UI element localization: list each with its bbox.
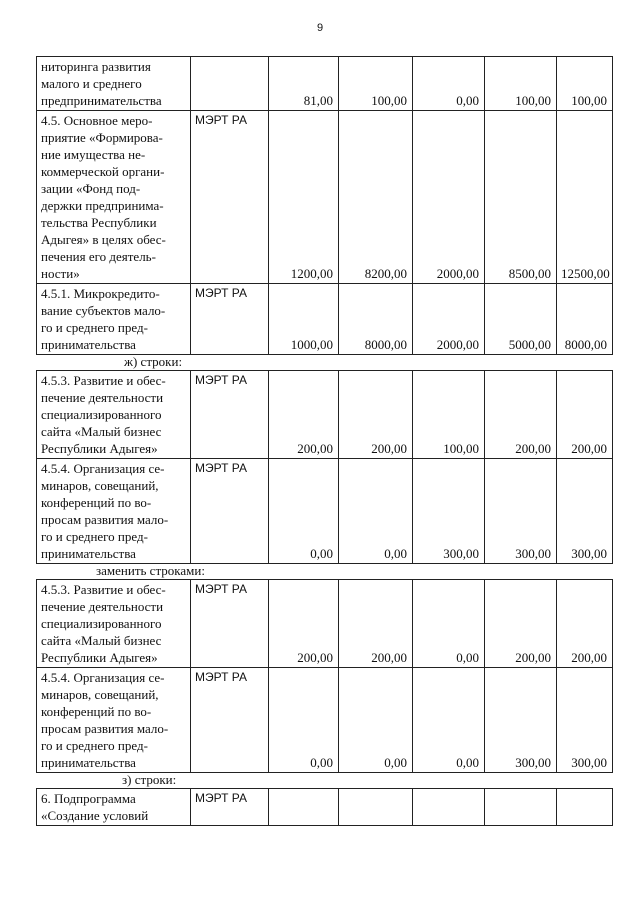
row-name-line: держки предпринима-	[41, 198, 164, 213]
value-cell	[485, 789, 557, 826]
value-cell: 100,00	[413, 371, 485, 459]
value-cell: 200,00	[339, 580, 413, 668]
value-cell: 200,00	[339, 371, 413, 459]
value-cell: 200,00	[269, 580, 339, 668]
executor-cell: МЭРТ РА	[191, 668, 269, 773]
value-cell: 0,00	[269, 668, 339, 773]
table-budget-top	[36, 56, 612, 355]
row-name-line: Республики Адыгея»	[41, 650, 158, 665]
table-old-rows	[36, 370, 612, 564]
table-subprogram	[36, 788, 612, 826]
value-cell: 300,00	[485, 459, 557, 564]
value-cell	[413, 789, 485, 826]
row-name-line: печения его деятель-	[41, 249, 156, 264]
row-name-cell	[37, 668, 191, 773]
row-name-cell	[37, 459, 191, 564]
row-name-line: 4.5. Основное меро-	[41, 113, 153, 128]
executor-cell: МЭРТ РА	[191, 371, 269, 459]
row-name-line: го и среднего пред-	[41, 529, 148, 544]
row-name-cell	[37, 111, 191, 284]
row-name-line: 4.5.3. Развитие и обес-	[41, 582, 166, 597]
value-cell: 0,00	[413, 57, 485, 111]
executor-cell: МЭРТ РА	[191, 459, 269, 564]
row-name-line: конференций по во-	[41, 704, 152, 719]
caption-text: ж) строки:	[124, 354, 183, 369]
row-name-cell	[37, 371, 191, 459]
row-name-line: 4.5.3. Развитие и обес-	[41, 373, 166, 388]
value-cell: 8200,00	[339, 111, 413, 284]
row-name-line: сайта «Малый бизнес	[41, 424, 162, 439]
table-row	[37, 57, 613, 111]
value-cell: 8500,00	[485, 111, 557, 284]
value-cell: 300,00	[557, 668, 613, 773]
caption-rows-zh	[36, 354, 612, 369]
row-name-line: ности»	[41, 266, 80, 281]
row-name-line: 4.5.4. Организация се-	[41, 461, 165, 476]
row-name-line: просам развития мало-	[41, 512, 169, 527]
row-name-line: малого и среднего	[41, 76, 142, 91]
row-name-line: зации «Фонд под-	[41, 181, 141, 196]
row-name-line: «Создание условий	[41, 808, 149, 823]
table-row	[37, 111, 613, 284]
row-name-line: предпринимательства	[41, 93, 162, 108]
row-name-line: сайта «Малый бизнес	[41, 633, 162, 648]
table-row	[37, 580, 613, 668]
value-cell: 200,00	[269, 371, 339, 459]
executor-cell: МЭРТ РА	[191, 789, 269, 826]
row-name-line: минаров, совещаний,	[41, 687, 159, 702]
row-name-cell	[37, 57, 191, 111]
row-name-line: принимательства	[41, 546, 136, 561]
table-row	[37, 668, 613, 773]
value-cell: 0,00	[269, 459, 339, 564]
row-name-line: Республики Адыгея»	[41, 441, 158, 456]
table-row	[37, 284, 613, 355]
row-name-line: печение деятельности	[41, 390, 164, 405]
value-cell: 300,00	[485, 668, 557, 773]
table-row	[37, 459, 613, 564]
value-cell: 5000,00	[485, 284, 557, 355]
row-name-line: просам развития мало-	[41, 721, 169, 736]
row-name-line: печение деятельности	[41, 599, 164, 614]
value-cell: 300,00	[557, 459, 613, 564]
value-cell: 81,00	[269, 57, 339, 111]
executor-cell: МЭРТ РА	[191, 580, 269, 668]
row-name-line: конференций по во-	[41, 495, 152, 510]
value-cell	[269, 789, 339, 826]
table4	[36, 788, 613, 826]
row-name-line: 4.5.4. Организация се-	[41, 670, 165, 685]
row-name-line: минаров, совещаний,	[41, 478, 159, 493]
value-cell: 8000,00	[557, 284, 613, 355]
value-cell: 100,00	[339, 57, 413, 111]
table-new-rows	[36, 579, 612, 773]
value-cell	[339, 789, 413, 826]
row-name-cell	[37, 789, 191, 826]
value-cell: 0,00	[339, 668, 413, 773]
row-name-line: тельства Республики	[41, 215, 157, 230]
page-number: 9	[316, 22, 324, 34]
value-cell: 100,00	[485, 57, 557, 111]
caption-rows-z	[36, 772, 612, 787]
row-name-line: вание субъектов мало-	[41, 303, 166, 318]
value-cell: 200,00	[557, 371, 613, 459]
value-cell: 200,00	[485, 580, 557, 668]
value-cell: 1000,00	[269, 284, 339, 355]
executor-cell: МЭРТ РА	[191, 111, 269, 284]
row-name-line: ние имущества не-	[41, 147, 146, 162]
value-cell: 0,00	[413, 668, 485, 773]
value-cell: 100,00	[557, 57, 613, 111]
value-cell: 1200,00	[269, 111, 339, 284]
value-cell: 2000,00	[413, 111, 485, 284]
row-name-cell	[37, 580, 191, 668]
row-name-line: специализированного	[41, 407, 162, 422]
row-name-cell	[37, 284, 191, 355]
table3	[36, 579, 613, 773]
table2	[36, 370, 613, 564]
value-cell: 12500,00	[557, 111, 613, 284]
row-name-line: 4.5.1. Микрокредито-	[41, 286, 160, 301]
row-name-line: принимательства	[41, 337, 136, 352]
value-cell: 2000,00	[413, 284, 485, 355]
value-cell: 0,00	[339, 459, 413, 564]
value-cell: 300,00	[413, 459, 485, 564]
row-name-line: коммерческой органи-	[41, 164, 165, 179]
executor-cell	[191, 57, 269, 111]
value-cell	[557, 789, 613, 826]
row-name-line: приятие «Формирова-	[41, 130, 163, 145]
caption-text: з) строки:	[122, 772, 177, 787]
table1	[36, 56, 613, 355]
value-cell: 8000,00	[339, 284, 413, 355]
row-name-line: го и среднего пред-	[41, 320, 148, 335]
value-cell: 0,00	[413, 580, 485, 668]
executor-cell: МЭРТ РА	[191, 284, 269, 355]
table-row	[37, 371, 613, 459]
value-cell: 200,00	[557, 580, 613, 668]
row-name-line: принимательства	[41, 755, 136, 770]
row-name-line: Адыгея» в целях обес-	[41, 232, 166, 247]
caption-replace-with	[36, 563, 612, 578]
value-cell: 200,00	[485, 371, 557, 459]
table-row	[37, 789, 613, 826]
row-name-line: ниторинга развития	[41, 59, 151, 74]
caption-text: заменить строками:	[96, 563, 205, 578]
row-name-line: специализированного	[41, 616, 162, 631]
row-name-line: го и среднего пред-	[41, 738, 148, 753]
row-name-line: 6. Подпрограмма	[41, 791, 136, 806]
